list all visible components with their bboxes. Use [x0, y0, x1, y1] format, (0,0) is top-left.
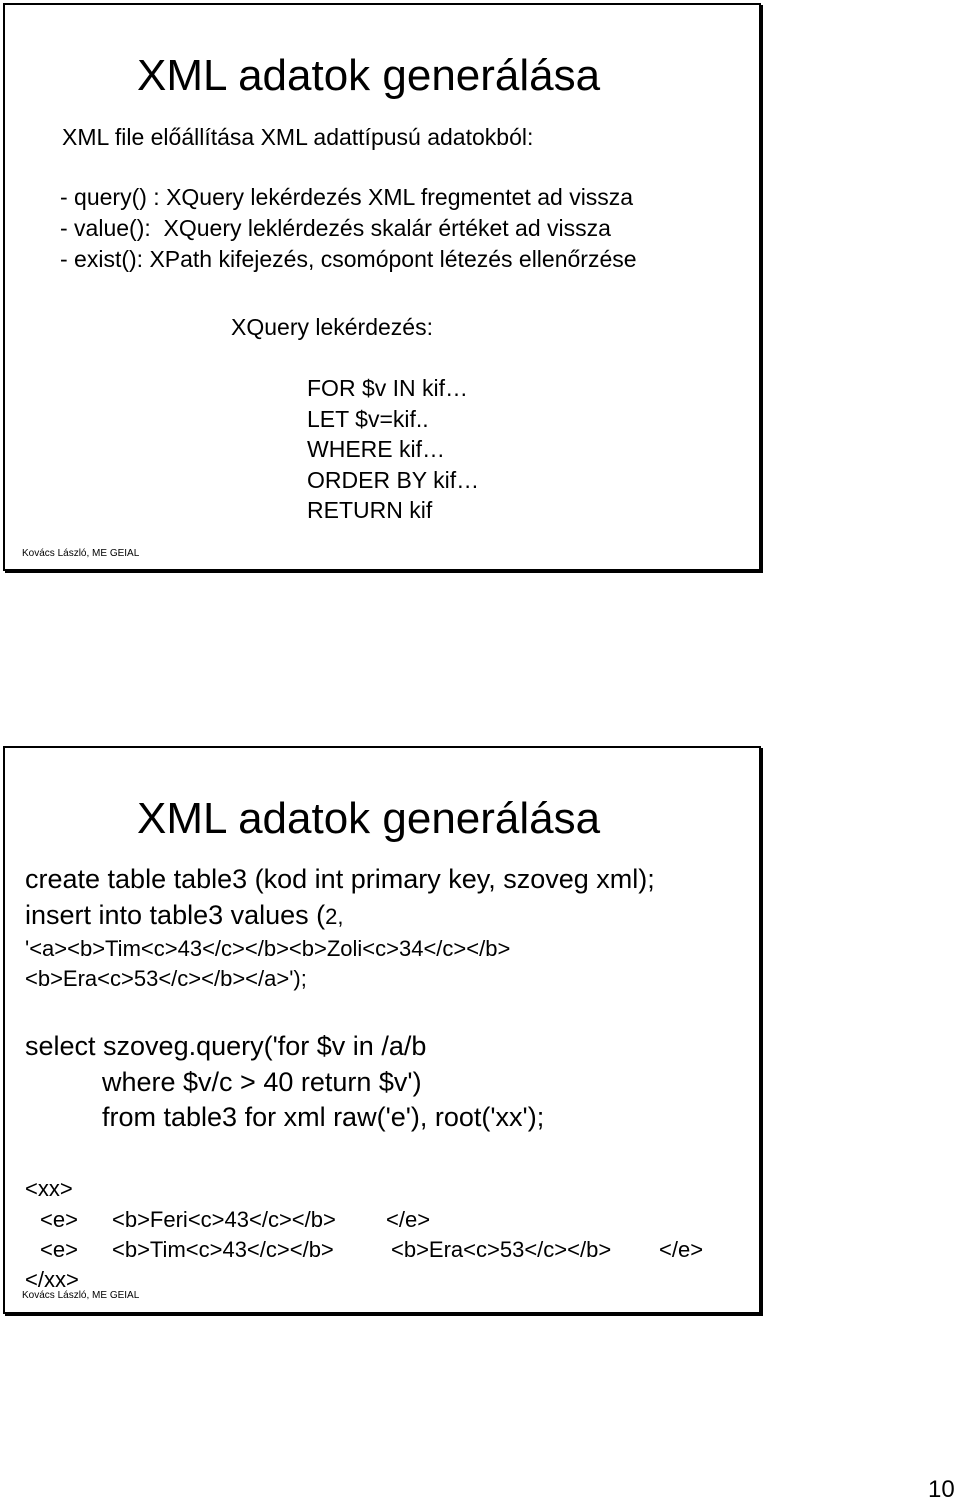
- result-tag: </e>: [659, 1237, 704, 1262]
- result-tag: <e>: [40, 1237, 78, 1262]
- slide-footer: Kovács László, ME GEIAL: [22, 1290, 140, 1301]
- flwor-line: LET $v=kif..: [307, 406, 429, 432]
- query-line: where $v/c > 40 return $v'): [102, 1067, 422, 1097]
- code-insert-number: 2,: [325, 904, 344, 929]
- slide-title: XML adatok generálása: [137, 51, 601, 100]
- flwor-line: FOR $v IN kif…: [307, 375, 469, 401]
- result-tag: <b>Era<c>53</c></b>: [391, 1237, 612, 1262]
- code-insert: [25, 902, 344, 929]
- bullet-item: - value(): XQuery leklérdezés skalár értéket ad vissza: [60, 215, 611, 241]
- query-line: select szoveg.query('for $v in /a/b: [25, 1031, 427, 1061]
- code-insert-start: insert into table3 values (: [25, 900, 326, 930]
- result-line: </xx>: [25, 1267, 79, 1292]
- slide-title: XML adatok generálása: [137, 794, 601, 843]
- bullet-item: - query() : XQuery lekérdezés XML fregmentet ad vissza: [60, 184, 634, 210]
- code-insert-xml: <b>Era<c>53</c></b></a>');: [25, 966, 307, 991]
- result-tag: <e>: [40, 1207, 78, 1232]
- page-number: 10: [928, 1476, 955, 1503]
- result-tag: <b>Feri<c>43</c></b>: [112, 1207, 336, 1232]
- slide-footer: Kovács László, ME GEIAL: [22, 548, 140, 559]
- slide-1: [3, 3, 761, 571]
- query-line: from table3 for xml raw('e'), root('xx');: [102, 1102, 545, 1132]
- code-create: create table table3 (kod int primary key, szoveg xml);: [25, 864, 655, 894]
- slide-2: [3, 746, 761, 1314]
- xquery-heading: XQuery lekérdezés:: [231, 314, 433, 340]
- flwor-line: ORDER BY kif…: [307, 467, 480, 493]
- intro-text: XML file előállítása XML adattípusú adatokból:: [62, 124, 534, 150]
- result-tag: </e>: [386, 1207, 431, 1232]
- result-tag: <b>Tim<c>43</c></b>: [112, 1237, 334, 1262]
- flwor-line: WHERE kif…: [307, 436, 445, 462]
- code-insert-xml: '<a><b>Tim<c>43</c></b><b>Zoli<c>34</c></b>: [25, 936, 511, 961]
- result-line: <xx>: [25, 1176, 73, 1201]
- bullet-item: - exist(): XPath kifejezés, csomópont létezés ellenőrzése: [60, 246, 637, 272]
- flwor-line: RETURN kif: [307, 497, 433, 523]
